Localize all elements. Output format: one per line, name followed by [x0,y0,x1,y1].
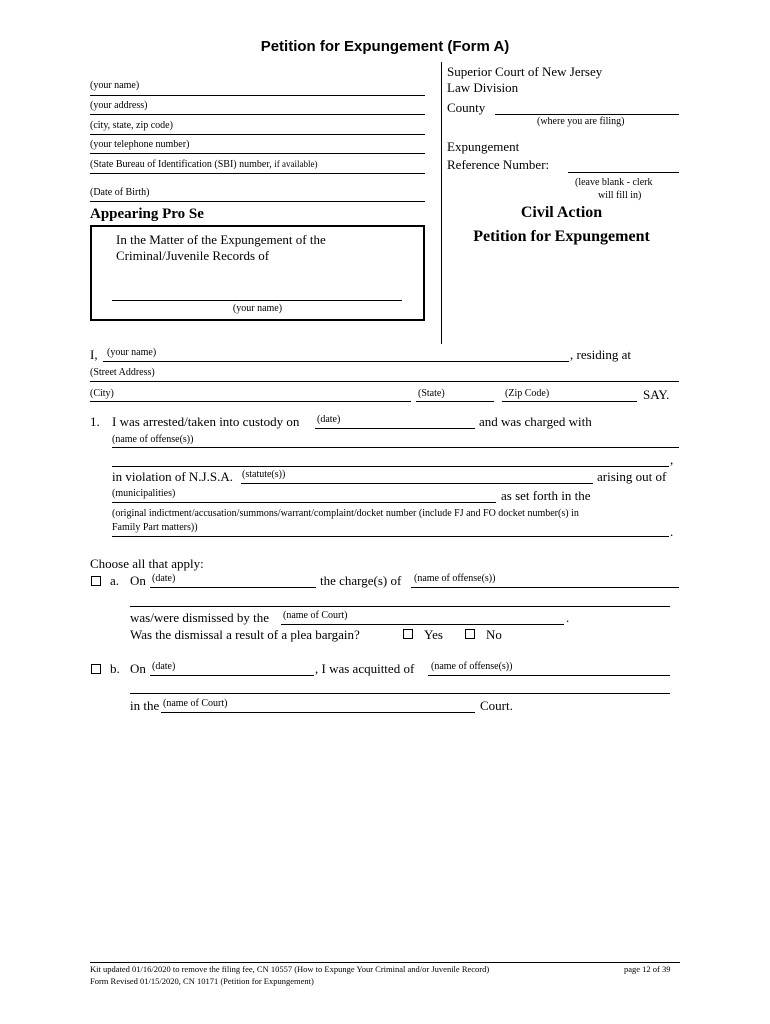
i-label: I, [90,347,98,362]
expungement-label: Expungement [447,139,520,154]
court-word: Court. [480,698,513,713]
your-address-line[interactable] [90,114,425,115]
option-b-offense-line[interactable] [428,675,670,676]
telephone-line[interactable] [90,153,425,154]
state-line[interactable] [416,401,494,402]
arising-out-of: arising out of [597,469,667,484]
dismissed-period: . [566,610,570,625]
sbi-line[interactable] [90,173,425,174]
option-b-date-hint: (date) [152,661,176,672]
header-divider [441,62,442,344]
option-a-date-line[interactable] [150,587,316,588]
page-number: page 12 of 39 [624,964,671,974]
sbi-label [90,159,318,170]
plea-yes-checkbox[interactable] [403,629,413,639]
clerk-note-2: will fill in) [598,190,642,201]
civil-action-heading: Civil Action [520,204,603,221]
acquitted-of: , I was acquitted of [315,661,415,676]
charged-with: and was charged with [479,414,592,429]
option-b-offense-hint: (name of offense(s)) [431,661,513,672]
acquitted-court-hint: (name of Court) [163,698,228,709]
footer-line-2: Form Revised 01/15/2020, CN 10171 (Petition for Expungement) [90,976,314,986]
offense-line-1[interactable] [112,447,679,448]
your-name-line[interactable] [90,95,425,96]
option-b-checkbox[interactable] [91,664,101,674]
petitioner-name-line[interactable] [103,361,569,362]
your-name-hint: (your name) [107,347,157,358]
indictment-hint-2: Family Part matters)) [112,522,198,533]
set-forth: as set forth in the [501,488,591,503]
county-label: County [447,100,486,115]
dismissed-court-line[interactable] [281,624,564,625]
municipalities-hint: (municipalities) [112,488,176,499]
dob-line[interactable] [90,201,425,202]
county-line[interactable] [495,114,679,115]
choose-heading: Choose all that apply: [90,556,204,571]
zip-label: (Zip Code) [505,388,550,399]
indictment-period: . [670,524,674,539]
in-the: in the [130,698,160,713]
indictment-line[interactable] [112,536,669,537]
municipalities-line[interactable] [112,502,496,503]
court-division: Law Division [447,80,519,95]
dismissed-court-hint: (name of Court) [283,610,348,621]
option-b-date-line[interactable] [150,675,314,676]
charges-of: the charge(s) of [320,573,402,588]
court-name: Superior Court of New Jersey [447,64,603,79]
sbi-label-text: (State Bureau of Identification (SBI) number, [90,159,272,170]
option-b-label: b. [110,661,120,676]
plea-no-checkbox[interactable] [465,629,475,639]
statute-hint: (statute(s)) [242,469,286,480]
offense-hint: (name of offense(s)) [112,434,194,445]
state-label: (State) [418,388,445,399]
zip-line[interactable] [502,401,637,402]
option-a-label: a. [110,573,120,588]
footer-rule [90,962,680,963]
city-state-zip-label: (city, state, zip code) [90,120,173,131]
arrest-date-hint: (date) [317,414,341,425]
footer-line-1: Kit updated 01/16/2020 to remove the filing fee, CN 10557 (How to Expunge Your Criminal and/or Juvenile Record) [90,964,490,974]
page-title: Petition for Expungement (Form A) [260,38,510,55]
street-address-label: (Street Address) [90,367,155,378]
your-name-label: (your name) [90,80,140,91]
dismissed-by: was/were dismissed by the [130,610,270,625]
plea-bargain-question: Was the dismissal a result of a plea bargain? [130,627,360,642]
option-a-offense-line[interactable] [411,587,679,588]
county-hint: (where you are filing) [537,116,625,127]
city-line[interactable] [90,401,411,402]
petition-heading: Petition for Expungement [473,228,650,245]
appearing-pro-se: Appearing Pro Se [90,206,204,222]
option-a-checkbox[interactable] [91,576,101,586]
telephone-label: (your telephone number) [90,139,190,150]
violation-label: in violation of N.J.S.A. [112,469,233,484]
option-a-offense-line-2[interactable] [130,606,670,607]
option-b-offense-line-2[interactable] [130,693,670,694]
option-a-on: On [130,573,146,588]
arrest-date-line[interactable] [315,428,475,429]
matter-line2: Criminal/Juvenile Records of [116,248,270,263]
city-state-zip-line[interactable] [90,134,425,135]
option-a-offense-hint: (name of offense(s)) [414,573,496,584]
matter-name-label: (your name) [232,303,283,314]
clerk-note-1: (leave blank - clerk [575,177,653,188]
offense-line-2[interactable] [112,466,669,467]
matter-line1: In the Matter of the Expungement of the [116,232,326,247]
plea-yes-label: Yes [424,627,443,642]
indictment-hint-1: (original indictment/accusation/summons/warrant/complaint/docket number (include FJ and FO docket number(s) in [112,508,579,519]
residing-at: , residing at [570,347,632,362]
matter-name-line[interactable] [112,300,402,301]
your-address-label: (your address) [90,100,148,111]
statute-line[interactable] [241,483,593,484]
matter-box [90,225,425,321]
acquitted-court-line[interactable] [161,712,475,713]
option-a-date-hint: (date) [152,573,176,584]
say-label: SAY. [643,387,670,402]
dob-label: (Date of Birth) [90,187,150,198]
reference-number-line[interactable] [568,172,679,173]
street-address-line[interactable] [90,381,679,382]
option-b-on: On [130,661,146,676]
plea-no-label: No [486,627,502,642]
offense-comma: , [670,452,674,467]
sbi-note: if available) [274,159,318,169]
item1-number: 1. [90,414,100,429]
city-label: (City) [90,388,114,399]
reference-number-label: Reference Number: [447,157,550,172]
item1-text: I was arrested/taken into custody on [112,414,300,429]
